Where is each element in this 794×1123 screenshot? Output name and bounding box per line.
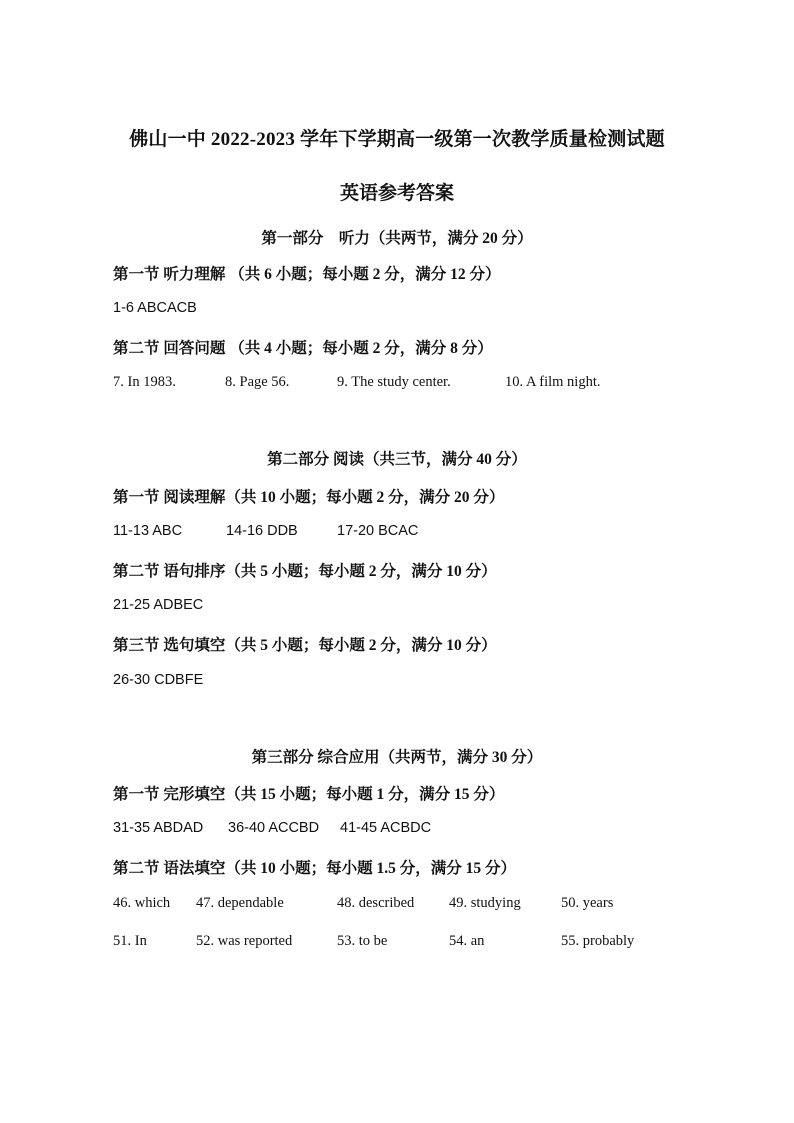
answer-55: 55. probably — [561, 933, 635, 949]
answer-36-40: 36-40 ACCBD — [228, 820, 320, 836]
answer-51: 51. In — [113, 933, 147, 949]
answer-17-20: 17-20 BCAC — [337, 523, 419, 539]
answer-7: 7. In 1983. — [113, 374, 176, 390]
answer-8: 8. Page 56. — [225, 374, 290, 390]
part2-heading: 第二部分 阅读（共三节，满分 40 分） — [267, 451, 527, 468]
answer-14-16: 14-16 DDB — [226, 523, 298, 539]
answer-31-35: 31-35 ABDAD — [113, 820, 204, 836]
part3-heading: 第三部分 综合应用（共两节，满分 30 分） — [251, 749, 543, 766]
part2-section3-heading: 第三节 选句填空（共 5 小题；每小题 2 分，满分 10 分） — [113, 637, 497, 654]
answer-41-45: 41-45 ACBDC — [340, 820, 432, 836]
answer-21-25: 21-25 ADBEC — [113, 597, 204, 613]
document-subtitle: 英语参考答案 — [339, 183, 454, 204]
answer-10: 10. A film night. — [505, 374, 601, 390]
document-title: 佛山一中 2022-2023 学年下学期高一级第一次教学质量检测试题 — [129, 129, 665, 150]
answer-48: 48. described — [337, 895, 415, 911]
part3-section1-heading: 第一节 完形填空（共 15 小题；每小题 1 分，满分 15 分） — [113, 786, 505, 803]
answer-53: 53. to be — [337, 933, 388, 949]
answer-9: 9. The study center. — [337, 374, 451, 390]
answer-11-13: 11-13 ABC — [113, 523, 183, 539]
part3-section2-heading: 第二节 语法填空（共 10 小题；每小题 1.5 分，满分 15 分） — [113, 860, 517, 877]
part1-section2-heading: 第二节 回答问题 （共 4 小题；每小题 2 分，满分 8 分） — [113, 340, 493, 357]
part2-section1-heading: 第一节 阅读理解（共 10 小题；每小题 2 分，满分 20 分） — [113, 489, 505, 506]
answer-50: 50. years — [561, 895, 614, 911]
answer-52: 52. was reported — [196, 933, 293, 949]
answer-1-6: 1-6 ABCACB — [113, 300, 197, 316]
answer-54: 54. an — [449, 933, 485, 949]
answer-46: 46. which — [113, 895, 171, 911]
answer-26-30: 26-30 CDBFE — [113, 672, 204, 688]
part1-section1-heading: 第一节 听力理解 （共 6 小题；每小题 2 分，满分 12 分） — [113, 266, 501, 283]
part1-heading: 第一部分 听力（共两节，满分 20 分） — [261, 230, 533, 247]
answer-47: 47. dependable — [196, 895, 284, 911]
part2-section2-heading: 第二节 语句排序（共 5 小题；每小题 2 分，满分 10 分） — [113, 563, 497, 580]
answer-49: 49. studying — [449, 895, 521, 911]
